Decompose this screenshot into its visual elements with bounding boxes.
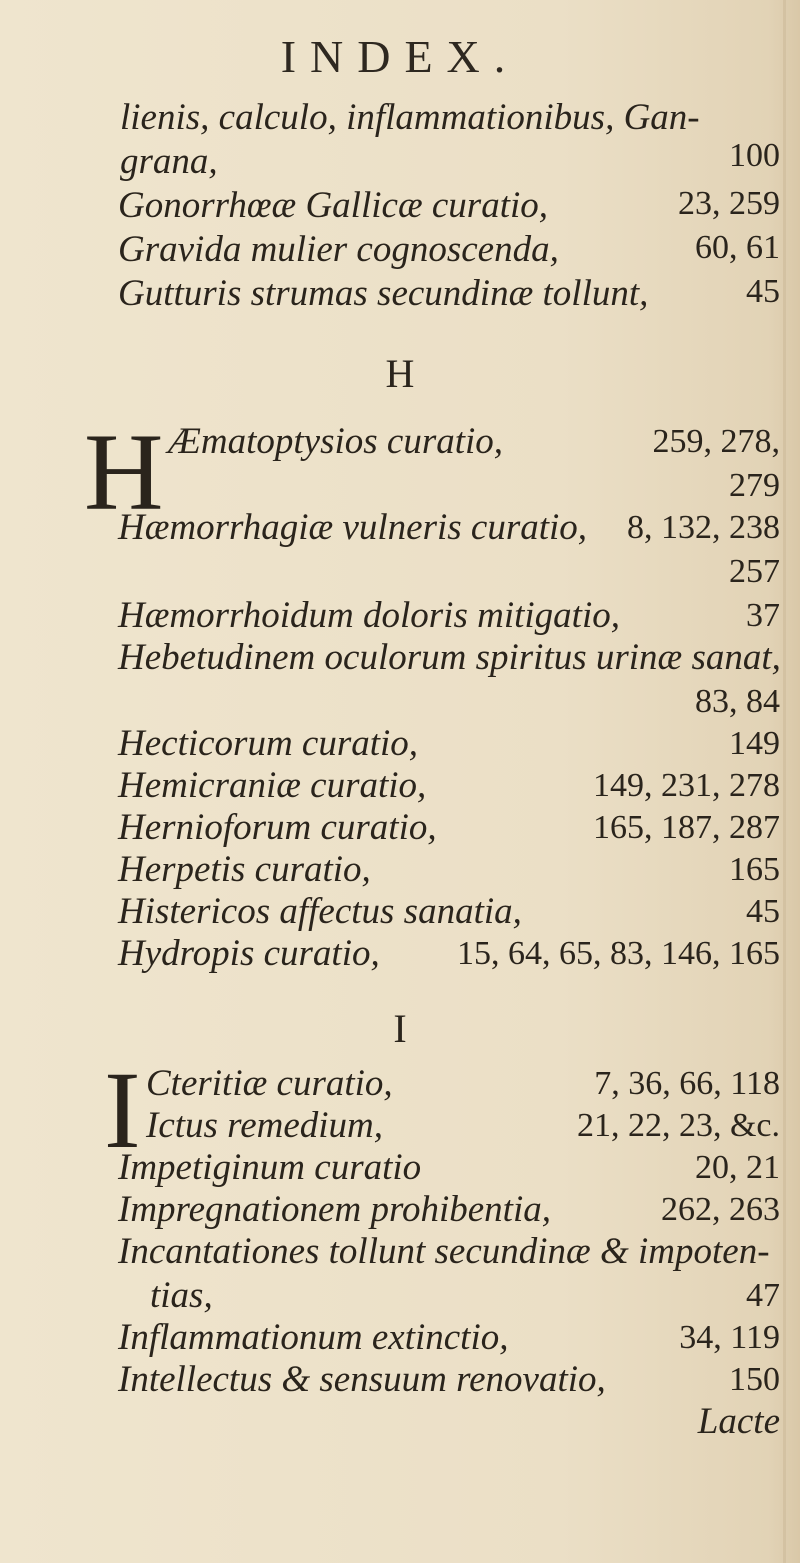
index-entry: Hydropis curatio, — [118, 933, 380, 974]
page-numbers: 7, 36, 66, 118 — [594, 1065, 780, 1102]
page-numbers: 100 — [729, 137, 780, 174]
page-numbers: 149, 231, 278 — [593, 767, 780, 804]
index-entry: Histericos affectus sanatia, — [118, 891, 522, 932]
page-numbers: 45 — [746, 893, 780, 930]
page-numbers-continuation: 257 — [729, 553, 780, 590]
drop-cap-i: I — [104, 1049, 141, 1171]
index-entry-continuation: tias, — [150, 1275, 213, 1316]
index-entry: Gravida mulier cognoscenda, — [118, 229, 559, 270]
page-numbers-continuation: 279 — [729, 467, 780, 504]
page-numbers: 45 — [746, 273, 780, 310]
drop-cap-h: H — [84, 411, 164, 533]
index-entry-continuation: grana, — [120, 141, 218, 182]
page-numbers: 165, 187, 287 — [593, 809, 780, 846]
page-numbers: 83, 84 — [695, 683, 780, 720]
index-entry: Inflammationum extinctio, — [118, 1317, 509, 1358]
page-numbers: 149 — [729, 725, 780, 762]
index-entry: Hernioforum curatio, — [118, 807, 437, 848]
index-entry: Hemicraniæ curatio, — [118, 765, 427, 806]
index-entry: Hæmorrhagiæ vulneris curatio, — [118, 507, 588, 548]
index-entry: Hebetudinem oculorum spiritus urinæ sanat, — [118, 637, 781, 678]
catchword: Lacte — [697, 1401, 780, 1442]
page-numbers: 60, 61 — [695, 229, 780, 266]
page-numbers: 259, 278, — [652, 423, 780, 460]
page-numbers: 34, 119 — [679, 1319, 780, 1356]
section-heading-i: I — [393, 1006, 407, 1051]
index-entry: Cteritiæ curatio, — [146, 1063, 393, 1104]
page-numbers: 262, 263 — [661, 1191, 780, 1228]
page-header: INDEX. — [280, 31, 520, 82]
page-numbers: 20, 21 — [695, 1149, 780, 1186]
page-numbers: 8, 132, 238 — [627, 509, 780, 546]
index-entry: Impregnationem prohibentia, — [118, 1189, 551, 1230]
index-entry: Impetiginum curatio — [118, 1147, 422, 1188]
index-entry: Intellectus & sensuum renovatio, — [118, 1359, 606, 1400]
index-entry: Æmatoptysios curatio, — [168, 421, 504, 462]
page-crease — [783, 0, 786, 1563]
page-numbers: 21, 22, 23, &c. — [576, 1107, 780, 1144]
page-numbers: 165 — [729, 851, 780, 888]
index-entry: Gonorrhœæ Gallicæ curatio, — [118, 185, 548, 226]
index-entry: Herpetis curatio, — [118, 849, 371, 890]
index-entry: lienis, calculo, inflammationibus, Gan- — [120, 97, 700, 138]
index-entry: Ictus remedium, — [146, 1105, 384, 1146]
page-numbers: 47 — [746, 1277, 780, 1314]
index-entry: Hecticorum curatio, — [118, 723, 419, 764]
index-entry: Gutturis strumas secundinæ tollunt, — [118, 273, 649, 314]
page-numbers: 23, 259 — [678, 185, 780, 222]
index-entry: Hæmorrhoidum doloris mitigatio, — [118, 595, 620, 636]
section-heading-h: H — [385, 351, 415, 396]
page-numbers: 15, 64, 65, 83, 146, 165 — [457, 935, 780, 972]
index-entry: Incantationes tollunt secundinæ & impoten- — [118, 1231, 770, 1272]
page-numbers: 150 — [729, 1361, 780, 1398]
page-numbers: 37 — [746, 597, 780, 634]
